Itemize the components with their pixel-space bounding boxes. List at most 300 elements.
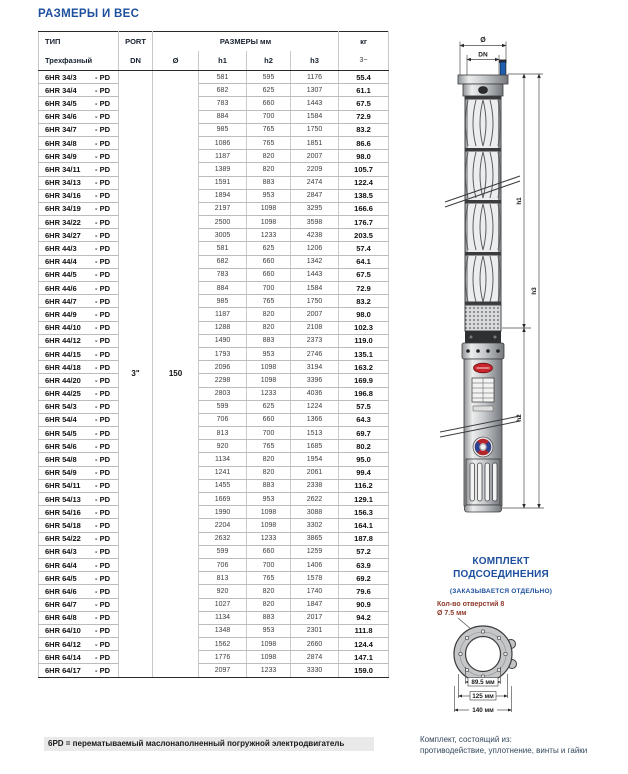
pump-type-cell: 6HR 34/3 - PD bbox=[39, 71, 119, 84]
weight-kg-cell: 102.3 bbox=[339, 321, 389, 334]
dim-h3-cell: 1307 bbox=[291, 84, 339, 97]
table-row bbox=[39, 413, 389, 426]
weight-kg-cell: 69.2 bbox=[339, 572, 389, 585]
dim-h3-cell: 1750 bbox=[291, 123, 339, 136]
table-row bbox=[39, 71, 389, 84]
weight-kg-cell: 111.8 bbox=[339, 624, 389, 637]
motor-bottom-cap bbox=[465, 505, 502, 512]
col-type-header: ТИП bbox=[39, 32, 119, 51]
dim-h3-cell: 2108 bbox=[291, 321, 339, 334]
dim-h3-cell: 1513 bbox=[291, 427, 339, 440]
table-row bbox=[39, 123, 389, 136]
dim-h2-cell: 820 bbox=[247, 150, 291, 163]
pump-type-cell: 6HR 54/22 - PD bbox=[39, 532, 119, 545]
dim-h3-cell: 2209 bbox=[291, 163, 339, 176]
weight-kg-cell: 94.2 bbox=[339, 611, 389, 624]
dim-h2-cell: 1098 bbox=[247, 361, 291, 374]
dim-h1-cell: 1490 bbox=[199, 334, 247, 347]
dim-h1-cell: 1562 bbox=[199, 638, 247, 651]
dim-h2-cell: 660 bbox=[247, 268, 291, 281]
flange-diagram bbox=[438, 614, 538, 718]
weight-kg-cell: 159.0 bbox=[339, 664, 389, 677]
kit-subtitle: (ЗАКАЗЫВАЕТСЯ ОТДЕЛЬНО) bbox=[449, 588, 553, 595]
kit-title bbox=[418, 555, 584, 581]
dim-h1-cell: 1241 bbox=[199, 466, 247, 479]
kit-title-line1: КОМПЛЕКТ bbox=[472, 556, 530, 567]
dim-h3-cell: 3295 bbox=[291, 202, 339, 215]
dim-h3-cell: 3194 bbox=[291, 361, 339, 374]
pump-type-cell: 6HR 64/5 - PD bbox=[39, 572, 119, 585]
table-row bbox=[39, 308, 389, 321]
col-h1-header: h1 bbox=[199, 51, 247, 71]
pump-type-cell: 6HR 44/18 - PD bbox=[39, 361, 119, 374]
dim-h3-cell: 1740 bbox=[291, 585, 339, 598]
table-row bbox=[39, 282, 389, 295]
weight-kg-cell: 69.7 bbox=[339, 427, 389, 440]
pump-type-cell: 6HR 44/5 - PD bbox=[39, 268, 119, 281]
dim-h1-cell: 581 bbox=[199, 242, 247, 255]
table-row bbox=[39, 136, 389, 149]
pump-type-cell: 6HR 44/9 - PD bbox=[39, 308, 119, 321]
table-row bbox=[39, 387, 389, 400]
dim-h1-cell: 2204 bbox=[199, 519, 247, 532]
weight-kg-cell: 64.1 bbox=[339, 255, 389, 268]
pump-type-cell: 6HR 54/13 - PD bbox=[39, 493, 119, 506]
table-row bbox=[39, 150, 389, 163]
dim-h1-cell: 682 bbox=[199, 84, 247, 97]
dim-h1-cell: 581 bbox=[199, 71, 247, 84]
label-pointer-line bbox=[458, 618, 472, 630]
dim-h3-cell: 1259 bbox=[291, 545, 339, 558]
weight-kg-cell: 119.0 bbox=[339, 334, 389, 347]
dim-h3-cell: 2660 bbox=[291, 638, 339, 651]
dim-h1-cell: 682 bbox=[199, 255, 247, 268]
motor-emblem bbox=[473, 437, 493, 457]
table-row bbox=[39, 347, 389, 360]
dim-h1-cell: 706 bbox=[199, 413, 247, 426]
pump-type-cell: 6HR 64/17 - PD bbox=[39, 664, 119, 677]
weight-kg-cell: 63.9 bbox=[339, 558, 389, 571]
table-row bbox=[39, 110, 389, 123]
pump-type-cell: 6HR 34/13 - PD bbox=[39, 176, 119, 189]
weight-kg-cell: 72.9 bbox=[339, 110, 389, 123]
dim-h3-cell: 3865 bbox=[291, 532, 339, 545]
dim-h2-cell: 700 bbox=[247, 282, 291, 295]
pump-type-cell: 6HR 44/10 - PD bbox=[39, 321, 119, 334]
dim-h2-cell: 700 bbox=[247, 110, 291, 123]
dim-h2-cell: 953 bbox=[247, 493, 291, 506]
weight-kg-cell: 135.1 bbox=[339, 347, 389, 360]
footnote: 6PD = перематываемый маслонаполненный погружной электродвигатель bbox=[44, 737, 374, 751]
weight-kg-cell: 57.4 bbox=[339, 242, 389, 255]
pump-type-cell: 6HR 54/5 - PD bbox=[39, 427, 119, 440]
dim-h3-cell: 1750 bbox=[291, 295, 339, 308]
dim-h1-cell: 1086 bbox=[199, 136, 247, 149]
dim-h3-cell: 3396 bbox=[291, 374, 339, 387]
dim-h1-cell: 783 bbox=[199, 268, 247, 281]
pump-type-cell: 6HR 54/9 - PD bbox=[39, 466, 119, 479]
dim-h3-cell: 1206 bbox=[291, 242, 339, 255]
dim-h1-cell: 1455 bbox=[199, 479, 247, 492]
table-row bbox=[39, 255, 389, 268]
dim-h2-cell: 1098 bbox=[247, 638, 291, 651]
table-row bbox=[39, 202, 389, 215]
pump-type-cell: 6HR 54/18 - PD bbox=[39, 519, 119, 532]
table-row bbox=[39, 519, 389, 532]
dim-h1-cell: 2197 bbox=[199, 202, 247, 215]
weight-kg-cell: 57.2 bbox=[339, 545, 389, 558]
table-row bbox=[39, 400, 389, 413]
dim-h2-cell: 1233 bbox=[247, 664, 291, 677]
dim-h2-cell: 883 bbox=[247, 611, 291, 624]
dim-h2-cell: 1098 bbox=[247, 651, 291, 664]
dim-h1-cell: 1187 bbox=[199, 150, 247, 163]
col-port-header: PORT bbox=[119, 32, 153, 51]
dim-h2-cell: 765 bbox=[247, 295, 291, 308]
port-dn-value: 3" bbox=[119, 71, 153, 678]
table-row bbox=[39, 242, 389, 255]
pump-type-cell: 6HR 64/3 - PD bbox=[39, 545, 119, 558]
pump-type-cell: 6HR 44/6 - PD bbox=[39, 282, 119, 295]
dim-h2-cell: 820 bbox=[247, 598, 291, 611]
header-row-2 bbox=[39, 51, 389, 71]
dim-h2-cell: 1098 bbox=[247, 519, 291, 532]
pump-type-cell: 6HR 64/6 - PD bbox=[39, 585, 119, 598]
table-row bbox=[39, 268, 389, 281]
dim-h2-cell: 883 bbox=[247, 479, 291, 492]
dim-h1-cell: 783 bbox=[199, 97, 247, 110]
dim-h1-cell: 3005 bbox=[199, 229, 247, 242]
dim-89-5-label: 89.5 мм bbox=[471, 679, 495, 686]
dim-h1-cell: 813 bbox=[199, 572, 247, 585]
dim-h1-cell: 920 bbox=[199, 440, 247, 453]
h3-dim-label: h3 bbox=[531, 287, 538, 295]
dn-dim-label: DN bbox=[478, 51, 488, 59]
dim-h3-cell: 1443 bbox=[291, 268, 339, 281]
table-row bbox=[39, 545, 389, 558]
diameter-value: 150 bbox=[153, 71, 199, 678]
pump-type-cell: 6HR 44/3 - PD bbox=[39, 242, 119, 255]
dim-h1-cell: 599 bbox=[199, 545, 247, 558]
pump-type-cell: 6HR 44/15 - PD bbox=[39, 347, 119, 360]
table-row bbox=[39, 585, 389, 598]
dim-h1-cell: 1894 bbox=[199, 189, 247, 202]
weight-kg-cell: 72.9 bbox=[339, 282, 389, 295]
suction-strainer bbox=[465, 305, 501, 331]
table-row bbox=[39, 361, 389, 374]
table-row bbox=[39, 189, 389, 202]
pump-type-cell: 6HR 34/11 - PD bbox=[39, 163, 119, 176]
check-valve-knob bbox=[479, 87, 488, 94]
pump-type-cell: 6HR 54/6 - PD bbox=[39, 440, 119, 453]
dim-h3-cell: 1443 bbox=[291, 97, 339, 110]
pump-type-cell: 6HR 34/22 - PD bbox=[39, 216, 119, 229]
dim-h3-cell: 1224 bbox=[291, 400, 339, 413]
dim-h2-cell: 820 bbox=[247, 466, 291, 479]
table-row bbox=[39, 572, 389, 585]
weight-kg-cell: 86.6 bbox=[339, 136, 389, 149]
dim-h2-cell: 883 bbox=[247, 334, 291, 347]
dim-h3-cell: 2622 bbox=[291, 493, 339, 506]
dim-h1-cell: 1288 bbox=[199, 321, 247, 334]
dim-h1-cell: 706 bbox=[199, 558, 247, 571]
weight-kg-cell: 129.1 bbox=[339, 493, 389, 506]
dim-h2-cell: 660 bbox=[247, 97, 291, 110]
dim-h1-cell: 2500 bbox=[199, 216, 247, 229]
hole-diameter-label: Ø 7.5 мм bbox=[437, 610, 467, 617]
dim-h2-cell: 595 bbox=[247, 71, 291, 84]
dim-h1-cell: 813 bbox=[199, 427, 247, 440]
dim-h1-cell: 2097 bbox=[199, 664, 247, 677]
dim-h3-cell: 4036 bbox=[291, 387, 339, 400]
dim-h2-cell: 1098 bbox=[247, 506, 291, 519]
dim-h2-cell: 765 bbox=[247, 440, 291, 453]
table-row bbox=[39, 558, 389, 571]
dim-h1-cell: 920 bbox=[199, 585, 247, 598]
dim-h1-cell: 2632 bbox=[199, 532, 247, 545]
table-row bbox=[39, 163, 389, 176]
pump-type-cell: 6HR 44/20 - PD bbox=[39, 374, 119, 387]
dim-h2-cell: 660 bbox=[247, 255, 291, 268]
motor-nameplate bbox=[472, 378, 494, 411]
dim-h3-cell: 2338 bbox=[291, 479, 339, 492]
dim-h2-cell: 765 bbox=[247, 136, 291, 149]
dim-h1-cell: 985 bbox=[199, 123, 247, 136]
dim-h3-cell: 2017 bbox=[291, 611, 339, 624]
kit-note bbox=[420, 734, 625, 756]
kit-note-line1: Комплект, состоящий из: bbox=[420, 735, 512, 744]
dim-h3-cell: 1176 bbox=[291, 71, 339, 84]
page-title: РАЗМЕРЫ И ВЕС bbox=[38, 8, 140, 20]
dim-h3-cell: 1406 bbox=[291, 558, 339, 571]
weight-kg-cell: 83.2 bbox=[339, 123, 389, 136]
col-kg-header: кг bbox=[339, 32, 389, 51]
weight-kg-cell: 187.8 bbox=[339, 532, 389, 545]
pump-type-cell: 6HR 34/19 - PD bbox=[39, 202, 119, 215]
weight-kg-cell: 156.3 bbox=[339, 506, 389, 519]
dim-h2-cell: 953 bbox=[247, 624, 291, 637]
dim-h3-cell: 1851 bbox=[291, 136, 339, 149]
pump-type-cell: 6HR 44/12 - PD bbox=[39, 334, 119, 347]
dim-h3-cell: 2007 bbox=[291, 308, 339, 321]
pump-type-cell: 6HR 64/12 - PD bbox=[39, 638, 119, 651]
pump-type-cell: 6HR 34/7 - PD bbox=[39, 123, 119, 136]
dim-h3-cell: 1847 bbox=[291, 598, 339, 611]
col-dn-header: DN bbox=[119, 51, 153, 71]
dim-h1-cell: 2298 bbox=[199, 374, 247, 387]
table-row bbox=[39, 466, 389, 479]
table-row bbox=[39, 216, 389, 229]
pump-type-cell: 6HR 54/4 - PD bbox=[39, 413, 119, 426]
dim-h2-cell: 1098 bbox=[247, 374, 291, 387]
weight-kg-cell: 90.9 bbox=[339, 598, 389, 611]
table-row bbox=[39, 651, 389, 664]
table-row bbox=[39, 624, 389, 637]
weight-kg-cell: 163.2 bbox=[339, 361, 389, 374]
col-phase-header: Трехфазный bbox=[39, 51, 119, 71]
dim-h3-cell: 2061 bbox=[291, 466, 339, 479]
table-row bbox=[39, 638, 389, 651]
dim-h1-cell: 2096 bbox=[199, 361, 247, 374]
dim-h3-cell: 3088 bbox=[291, 506, 339, 519]
dim-h2-cell: 700 bbox=[247, 427, 291, 440]
pump-type-cell: 6HR 64/10 - PD bbox=[39, 624, 119, 637]
dim-h2-cell: 953 bbox=[247, 347, 291, 360]
table-row bbox=[39, 427, 389, 440]
weight-kg-cell: 57.5 bbox=[339, 400, 389, 413]
motor-coupling bbox=[465, 331, 501, 343]
dim-h2-cell: 765 bbox=[247, 572, 291, 585]
weight-kg-cell: 98.0 bbox=[339, 150, 389, 163]
dim-h3-cell: 2301 bbox=[291, 624, 339, 637]
weight-kg-cell: 147.1 bbox=[339, 651, 389, 664]
pump-type-cell: 6HR 34/8 - PD bbox=[39, 136, 119, 149]
pump-type-cell: 6HR 44/7 - PD bbox=[39, 295, 119, 308]
pump-type-cell: 6HR 64/4 - PD bbox=[39, 558, 119, 571]
dim-h2-cell: 1098 bbox=[247, 216, 291, 229]
dim-h2-cell: 1233 bbox=[247, 532, 291, 545]
kit-title-line2: ПОДСОЕДИНЕНИЯ bbox=[453, 569, 549, 580]
weight-kg-cell: 105.7 bbox=[339, 163, 389, 176]
dim-h3-cell: 3598 bbox=[291, 216, 339, 229]
dim-h3-cell: 2746 bbox=[291, 347, 339, 360]
dim-h2-cell: 700 bbox=[247, 558, 291, 571]
table-row bbox=[39, 334, 389, 347]
dim-h3-cell: 2847 bbox=[291, 189, 339, 202]
dim-h3-cell: 1584 bbox=[291, 282, 339, 295]
dim-h2-cell: 820 bbox=[247, 453, 291, 466]
cable-gland-icon bbox=[499, 60, 507, 76]
dim-h3-cell: 1954 bbox=[291, 453, 339, 466]
dim-h3-cell: 2474 bbox=[291, 176, 339, 189]
weight-kg-cell: 83.2 bbox=[339, 295, 389, 308]
pump-flange bbox=[458, 75, 508, 84]
pump-type-cell: 6HR 44/25 - PD bbox=[39, 387, 119, 400]
pump-type-cell: 6HR 54/8 - PD bbox=[39, 453, 119, 466]
dim-h1-cell: 1669 bbox=[199, 493, 247, 506]
dim-h2-cell: 1233 bbox=[247, 229, 291, 242]
dim-h1-cell: 985 bbox=[199, 295, 247, 308]
pump-diagram bbox=[440, 26, 575, 514]
dim-h2-cell: 765 bbox=[247, 123, 291, 136]
weight-kg-cell: 203.5 bbox=[339, 229, 389, 242]
table-row bbox=[39, 295, 389, 308]
dim-h3-cell: 2007 bbox=[291, 150, 339, 163]
dim-h1-cell: 1990 bbox=[199, 506, 247, 519]
dim-h1-cell: 2803 bbox=[199, 387, 247, 400]
motor-body bbox=[440, 343, 520, 512]
weight-kg-cell: 124.4 bbox=[339, 638, 389, 651]
weight-kg-cell: 164.1 bbox=[339, 519, 389, 532]
dim-h1-cell: 1134 bbox=[199, 611, 247, 624]
holes-count-label: Кол-во отверстий 8 bbox=[437, 601, 505, 608]
dim-h1-cell: 1793 bbox=[199, 347, 247, 360]
col-phase-count-header: 3~ bbox=[339, 51, 389, 71]
table-row bbox=[39, 321, 389, 334]
dim-h1-cell: 884 bbox=[199, 110, 247, 123]
dim-h3-cell: 3330 bbox=[291, 664, 339, 677]
dim-h2-cell: 820 bbox=[247, 308, 291, 321]
pump-type-cell: 6HR 44/4 - PD bbox=[39, 255, 119, 268]
table-row bbox=[39, 84, 389, 97]
weight-kg-cell: 80.2 bbox=[339, 440, 389, 453]
weight-kg-cell: 95.0 bbox=[339, 453, 389, 466]
dim-h2-cell: 1098 bbox=[247, 202, 291, 215]
dim-h2-cell: 820 bbox=[247, 321, 291, 334]
pump-type-cell: 6HR 54/3 - PD bbox=[39, 400, 119, 413]
diameter-dim-label: Ø bbox=[480, 37, 486, 44]
dim-h2-cell: 660 bbox=[247, 413, 291, 426]
col-h2-header: h2 bbox=[247, 51, 291, 71]
weight-kg-cell: 61.1 bbox=[339, 84, 389, 97]
dim-h2-cell: 953 bbox=[247, 189, 291, 202]
dim-h1-cell: 884 bbox=[199, 282, 247, 295]
dim-h2-cell: 883 bbox=[247, 176, 291, 189]
weight-kg-cell: 79.6 bbox=[339, 585, 389, 598]
dim-125-label: 125 мм bbox=[472, 693, 494, 700]
dim-h3-cell: 2373 bbox=[291, 334, 339, 347]
dim-h3-cell: 1366 bbox=[291, 413, 339, 426]
dim-h2-cell: 625 bbox=[247, 242, 291, 255]
table-row bbox=[39, 374, 389, 387]
table-row bbox=[39, 506, 389, 519]
dim-h2-cell: 820 bbox=[247, 585, 291, 598]
dim-h3-cell: 1342 bbox=[291, 255, 339, 268]
pump-type-cell: 6HR 34/16 - PD bbox=[39, 189, 119, 202]
weight-kg-cell: 138.5 bbox=[339, 189, 389, 202]
table-row bbox=[39, 229, 389, 242]
dim-h1-cell: 1591 bbox=[199, 176, 247, 189]
weight-kg-cell: 67.5 bbox=[339, 268, 389, 281]
weight-kg-cell: 122.4 bbox=[339, 176, 389, 189]
pump-type-cell: 6HR 34/4 - PD bbox=[39, 84, 119, 97]
weight-kg-cell: 55.4 bbox=[339, 71, 389, 84]
dim-h2-cell: 820 bbox=[247, 163, 291, 176]
weight-kg-cell: 169.9 bbox=[339, 374, 389, 387]
header-row-1 bbox=[39, 32, 389, 51]
dim-h3-cell: 4238 bbox=[291, 229, 339, 242]
dim-h1-cell: 1027 bbox=[199, 598, 247, 611]
table-row bbox=[39, 532, 389, 545]
pump-type-cell: 6HR 64/7 - PD bbox=[39, 598, 119, 611]
weight-kg-cell: 196.8 bbox=[339, 387, 389, 400]
col-h3-header: h3 bbox=[291, 51, 339, 71]
dim-h1-cell: 1134 bbox=[199, 453, 247, 466]
h1-dim-label: h1 bbox=[516, 197, 523, 205]
weight-kg-cell: 99.4 bbox=[339, 466, 389, 479]
dim-h3-cell: 2874 bbox=[291, 651, 339, 664]
table-row bbox=[39, 176, 389, 189]
dim-h3-cell: 1584 bbox=[291, 110, 339, 123]
dim-h2-cell: 625 bbox=[247, 84, 291, 97]
pump-type-cell: 6HR 54/11 - PD bbox=[39, 479, 119, 492]
weight-kg-cell: 98.0 bbox=[339, 308, 389, 321]
weight-kg-cell: 67.5 bbox=[339, 97, 389, 110]
weight-kg-cell: 166.6 bbox=[339, 202, 389, 215]
h2-dim-label: h2 bbox=[516, 414, 523, 422]
pump-type-cell: 6HR 34/6 - PD bbox=[39, 110, 119, 123]
dim-h1-cell: 1389 bbox=[199, 163, 247, 176]
dim-h3-cell: 3302 bbox=[291, 519, 339, 532]
dim-h1-cell: 1187 bbox=[199, 308, 247, 321]
pump-type-cell: 6HR 64/14 - PD bbox=[39, 651, 119, 664]
table-row bbox=[39, 453, 389, 466]
table-row bbox=[39, 440, 389, 453]
dim-h2-cell: 1233 bbox=[247, 387, 291, 400]
dim-h2-cell: 660 bbox=[247, 545, 291, 558]
dim-h1-cell: 1776 bbox=[199, 651, 247, 664]
kit-note-line2: противодействие, уплотнение, винты и гайки bbox=[420, 746, 588, 755]
